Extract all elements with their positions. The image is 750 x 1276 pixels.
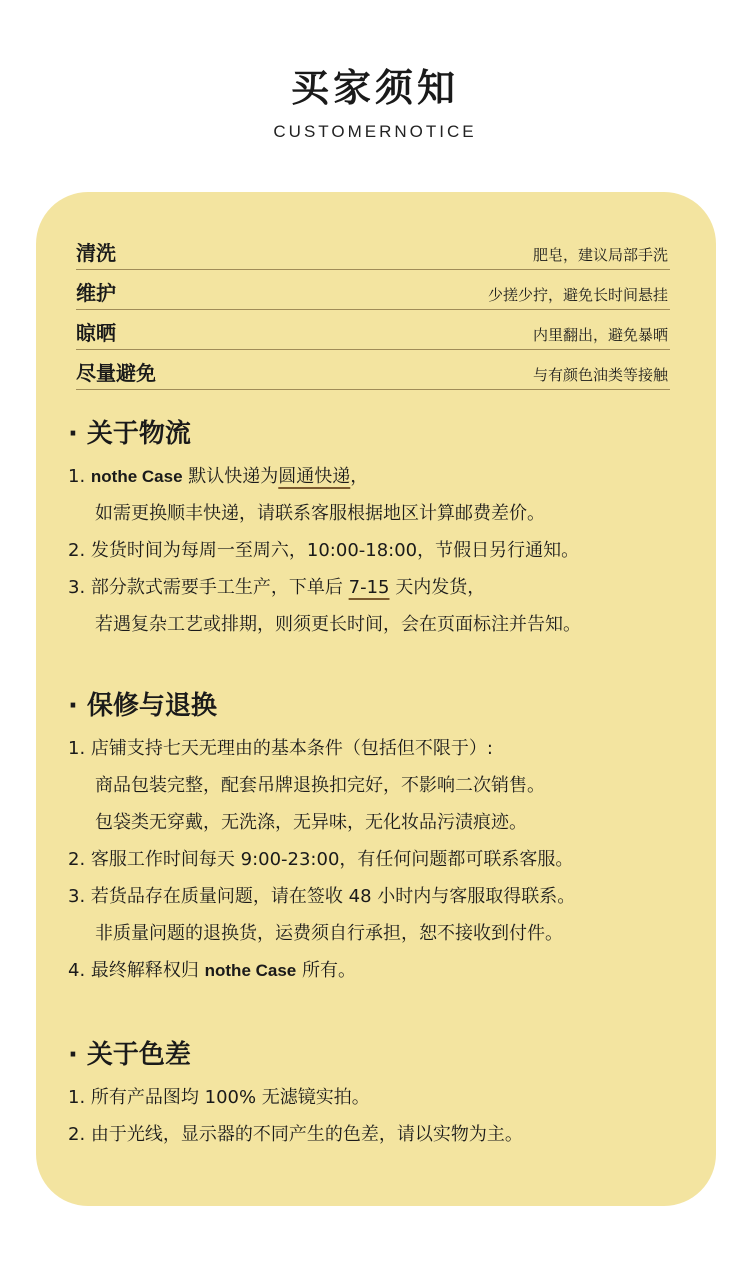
warranty-item-3: 3. 若货品存在质量问题，请在签收 48 小时内与客服取得联系。 — [68, 886, 576, 907]
care-value: 内里翻出，避免暴晒 — [532, 326, 668, 344]
item-text: 4. 最终解释权归 — [68, 960, 205, 981]
warranty-section — [68, 686, 708, 989]
care-table — [76, 230, 670, 390]
brand-name: nothe Case — [90, 467, 183, 486]
highlight-days: 7-15 — [348, 577, 390, 598]
care-label: 清洗 — [76, 241, 116, 265]
care-row-avoid — [76, 350, 670, 390]
care-label: 晾晒 — [76, 321, 116, 345]
warranty-item-4 — [68, 952, 708, 989]
care-value: 与有颜色油类等接触 — [532, 366, 668, 384]
brand-name: nothe Case — [204, 961, 297, 980]
highlight-carrier: 圆通快递 — [278, 466, 351, 487]
care-row-wash — [76, 230, 670, 270]
logistics-item-3 — [68, 569, 708, 606]
color-item-1: 1. 所有产品图均 100% 无滤镜实拍。 — [68, 1087, 370, 1108]
logistics-item-1-cont: 如需更换顺丰快递，请联系客服根据地区计算邮费差价。 — [95, 503, 545, 524]
warranty-item-2: 2. 客服工作时间每天 9:00-23:00，有任何问题都可联系客服。 — [68, 849, 574, 870]
logistics-item-1 — [68, 458, 708, 495]
care-row-dry — [76, 310, 670, 350]
warranty-item-3-cont: 非质量问题的退换货，运费须自行承担，恕不接收到付件。 — [95, 923, 563, 944]
item-text: 默认快递为 — [182, 466, 279, 487]
item-number: 1. — [68, 466, 91, 487]
section-title: · 关于色差 — [68, 1040, 191, 1070]
care-value: 少搓少拧，避免长时间悬挂 — [487, 286, 668, 304]
item-text: 3. 部分款式需要手工生产，下单后 — [68, 577, 349, 598]
section-title: · 保修与退换 — [68, 691, 217, 721]
care-value: 肥皂，建议局部手洗 — [532, 246, 668, 264]
care-label: 尽量避免 — [76, 361, 156, 385]
page-header — [0, 62, 750, 142]
page-subtitle: CUSTOMERNOTICE — [273, 122, 477, 141]
warranty-item-1: 1. 店铺支持七天无理由的基本条件（包括但不限于）: — [68, 738, 493, 759]
item-text: 所有。 — [296, 960, 356, 981]
section-title: · 关于物流 — [68, 419, 191, 449]
item-text: ， — [350, 466, 369, 487]
logistics-section — [68, 414, 708, 643]
color-section — [68, 1035, 708, 1153]
care-label: 维护 — [76, 281, 116, 305]
logistics-item-2: 2. 发货时间为每周一至周六，10:00-18:00，节假日另行通知。 — [68, 540, 580, 561]
warranty-item-1-cont-2: 包袋类无穿戴，无洗涤，无异味，无化妆品污渍痕迹。 — [95, 812, 527, 833]
care-row-maintain — [76, 270, 670, 310]
warranty-item-1-cont-1: 商品包装完整，配套吊牌退换扣完好，不影响二次销售。 — [95, 775, 545, 796]
page-title: 买家须知 — [290, 66, 459, 110]
notice-card — [36, 192, 716, 1206]
color-item-2: 2. 由于光线，显示器的不同产生的色差，请以实物为主。 — [68, 1124, 523, 1145]
item-text: 天内发货， — [389, 577, 486, 598]
logistics-item-3-cont: 若遇复杂工艺或排期，则须更长时间，会在页面标注并告知。 — [95, 614, 581, 635]
